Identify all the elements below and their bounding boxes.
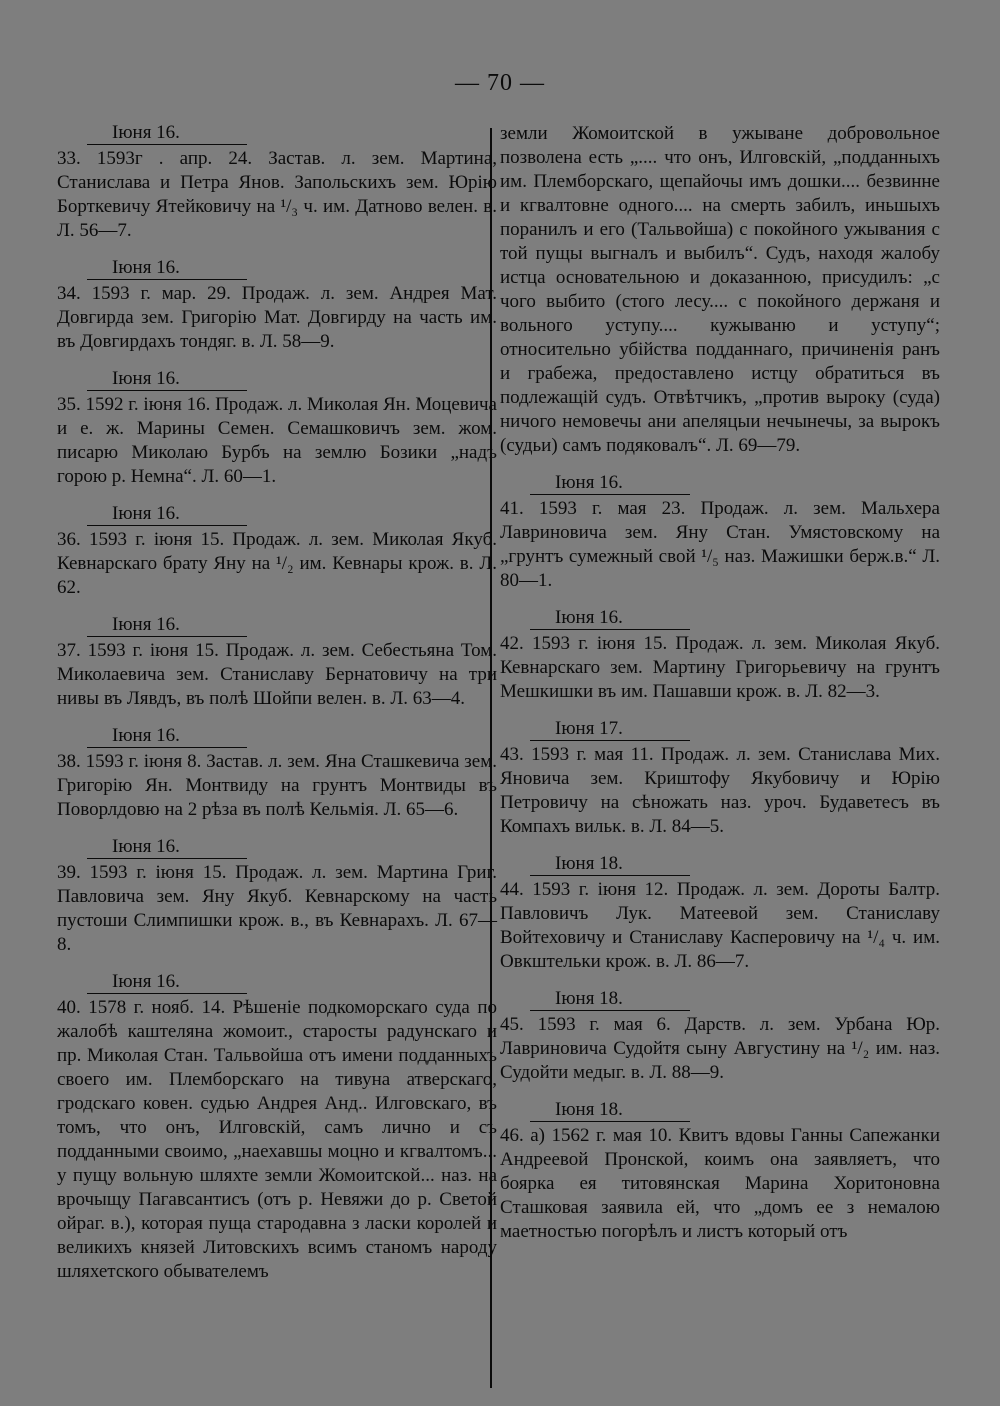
- entry-41: [500, 472, 940, 593]
- entry-46: [500, 1099, 940, 1244]
- entry-date: Іюня 16.: [555, 472, 623, 493]
- date-rule: [87, 993, 247, 994]
- entry-42: [500, 607, 940, 704]
- entry-date: Іюня 16.: [112, 836, 180, 857]
- entry-date: Іюня 16.: [112, 257, 180, 278]
- entry-date: Іюня 17.: [555, 718, 623, 739]
- entry-40-continuation: земли Жомоитской в ужыване добровольное позволена есть „.... что онъ, Илговскій, „подданныхъ им. Племборскаго, щепайочы имъ дошки.... безвинне и кгвалтовне одного.... на смерть забилъ, иньшыхъ поранилъ и его (Тальвойша) с покойного ужывания с той пущы выгналъ и выбилъ“. Судъ, находя жалобу истца основательною и доказанною, присудилъ: „с чого выбито (стого лесу.... с покойного держаня и вольного уступу.... кужываню и уступу“; относительно убійства подданнаго, причиненія ранъ и грабежа, предоставлено истцу обратиться въ подлежащій судъ. Отвѣтчикъ, „против выроку (суда) ничого немовечы ани апеляцыи нечынечы, за вырокъ (судьи) самъ подяковалъ“. Л. 69—79.: [500, 123, 940, 456]
- entry-33: [57, 122, 497, 243]
- entry-text: 41. 1593 г. мая 23. Продаж. л. зем. Мальхера Лавриновича зем. Яну Стан. Умястовскому на „грунтъ сумежный свой ¹/₅ наз. Мажишки берж.в.“ Л. 80—1.: [500, 498, 940, 591]
- entry-text: 34. 1593 г. мар. 29. Продаж. л. зем. Андрея Мат. Довгирда зем. Григорію Мат. Довгирду на часть им. въ Довгирдахъ тондяг. в. Л. 58—9.: [57, 283, 497, 352]
- entry-34: [57, 257, 497, 354]
- entry-text: 46. а) 1562 г. мая 10. Квитъ вдовы Ганны Сапежанки Андреевой Пронской, коимъ она заявляетъ, что боярка ея титовянская Марина Хоритоновна Сташковая заявила ей, что „домъ ее з немалою маетностью погорѣлъ и листъ который отъ: [500, 1125, 940, 1242]
- entry-37: [57, 614, 497, 711]
- entry-date: Іюня 18.: [555, 1099, 623, 1120]
- date-rule: [530, 629, 690, 630]
- date-rule: [87, 858, 247, 859]
- date-rule: [87, 279, 247, 280]
- entry-date: Іюня 16.: [112, 122, 180, 143]
- entry-text: 40. 1578 г. нояб. 14. Рѣшеніе подкоморскаго суда по жалобѣ каштеляна жомоит., старосты радунскаго и пр. Миколая Стан. Тальвойша отъ имени подданныхъ своего им. Племборскаго на тивуна атверскаго, гродскаго ковен. судью Андрея Анд.. Илговскаго, въ томъ, что онъ, Илговскій, самъ лично и съ подданными своимо, „наехавшы моцно и кгвалтомъ... у пущу вольную шляхте земли Жомоитской... наз. на врочыщу Пагавсантисъ (отъ р. Невяжи до р. Светой ойраг. в.), которая пуща стародавна з ласки королей и великихъ князей Литовскихъ всимъ станомъ народу шляхетского обывателемъ: [57, 997, 497, 1282]
- entry-text: 38. 1593 г. іюня 8. Застав. л. зем. Яна Сташкевича зем. Григорію Ян. Монтвиду на грунтъ Монтвиды въ Поворлдовю на 2 рѣза въ полѣ Кельмія. Л. 65—6.: [57, 751, 497, 820]
- entry-date: Іюня 18.: [555, 988, 623, 1009]
- entry-text: 42. 1593 г. іюня 15. Продаж. л. зем. Миколая Якуб. Кевнарскаго зем. Мартину Григорьевичу на грунтъ Мешкишки въ им. Пашавши крож. в. Л. 82—3.: [500, 633, 940, 702]
- entry-text: 45. 1593 г. мая 6. Дарств. л. зем. Урбана Юр. Лавриновича Судойтя сыну Августину на ¹/₂ им. наз. Судойти медыг. в. Л. 88—9.: [500, 1014, 940, 1083]
- date-rule: [87, 747, 247, 748]
- date-rule: [530, 494, 690, 495]
- date-rule: [530, 875, 690, 876]
- entry-date: Іюня 16.: [112, 368, 180, 389]
- left-column: [57, 122, 497, 1298]
- entry-text: 44. 1593 г. іюня 12. Продаж. л. зем. Дороты Балтр. Павловичъ Лук. Матеевой зем. Станиславу Войтеховичу и Станиславу Касперовичу на ¹/₄ ч. им. Овкштельки крож. в. Л. 86—7.: [500, 879, 940, 972]
- entry-date: Іюня 16.: [112, 503, 180, 524]
- date-rule: [87, 636, 247, 637]
- date-rule: [530, 740, 690, 741]
- entry-43: [500, 718, 940, 839]
- entry-date: Іюня 16.: [112, 971, 180, 992]
- entry-text: 43. 1593 г. мая 11. Продаж. л. зем. Станислава Мих. Яновича зем. Криштофу Якубовичу и Юрію Петровичу на сѣножать наз. уроч. Будаветесъ въ Компахъ вильк. в. Л. 84—5.: [500, 744, 940, 837]
- right-column: [500, 122, 940, 1258]
- entry-date: Іюня 16.: [112, 614, 180, 635]
- entry-date: Іюня 16.: [112, 725, 180, 746]
- entry-38: [57, 725, 497, 822]
- entry-36: [57, 503, 497, 600]
- entry-39: [57, 836, 497, 957]
- date-rule: [530, 1010, 690, 1011]
- entry-date: Іюня 16.: [555, 607, 623, 628]
- date-rule: [87, 525, 247, 526]
- entry-text: 37. 1593 г. іюня 15. Продаж. л. зем. Себестьяна Том. Миколаевича зем. Станиславу Бернатовичу на три нивы въ Лявдъ, въ полѣ Шойпи велен. в. Л. 63—4.: [57, 640, 497, 709]
- entry-text: 33. 1593г . апр. 24. Застав. л. зем. Мартина, Станислава и Петра Янов. Запольскихъ зем. Юрію Борткевичу Ятейковичу на ¹/₃ ч. им. Датново велен. в. Л. 56—7.: [57, 148, 497, 241]
- entry-45: [500, 988, 940, 1085]
- date-rule: [87, 390, 247, 391]
- entry-40: [57, 971, 497, 1284]
- entry-date: Іюня 18.: [555, 853, 623, 874]
- entry-35: [57, 368, 497, 489]
- entry-text: 36. 1593 г. іюня 15. Продаж. л. зем. Миколая Якуб. Кевнарскаго брату Яну на ¹/₂ им. Кевнары крож. в. Л. 62.: [57, 529, 497, 598]
- entry-44: [500, 853, 940, 974]
- entry-text: 35. 1592 г. іюня 16. Продаж. л. Миколая Ян. Моцевича и е. ж. Марины Семен. Семашковичъ зем. жом. писарю Миколаю Бурбъ на землю Бозики „надъ горою р. Немна“. Л. 60—1.: [57, 394, 497, 487]
- page-number: — 70 —: [455, 70, 545, 96]
- date-rule: [87, 144, 247, 145]
- date-rule: [530, 1121, 690, 1122]
- entry-text: 39. 1593 г. іюня 15. Продаж. л. зем. Мартина Григ. Павловича зем. Яну Якуб. Кевнарскому на часть пустоши Слимпишки крож. в., въ Кевнарахъ. Л. 67—8.: [57, 862, 497, 955]
